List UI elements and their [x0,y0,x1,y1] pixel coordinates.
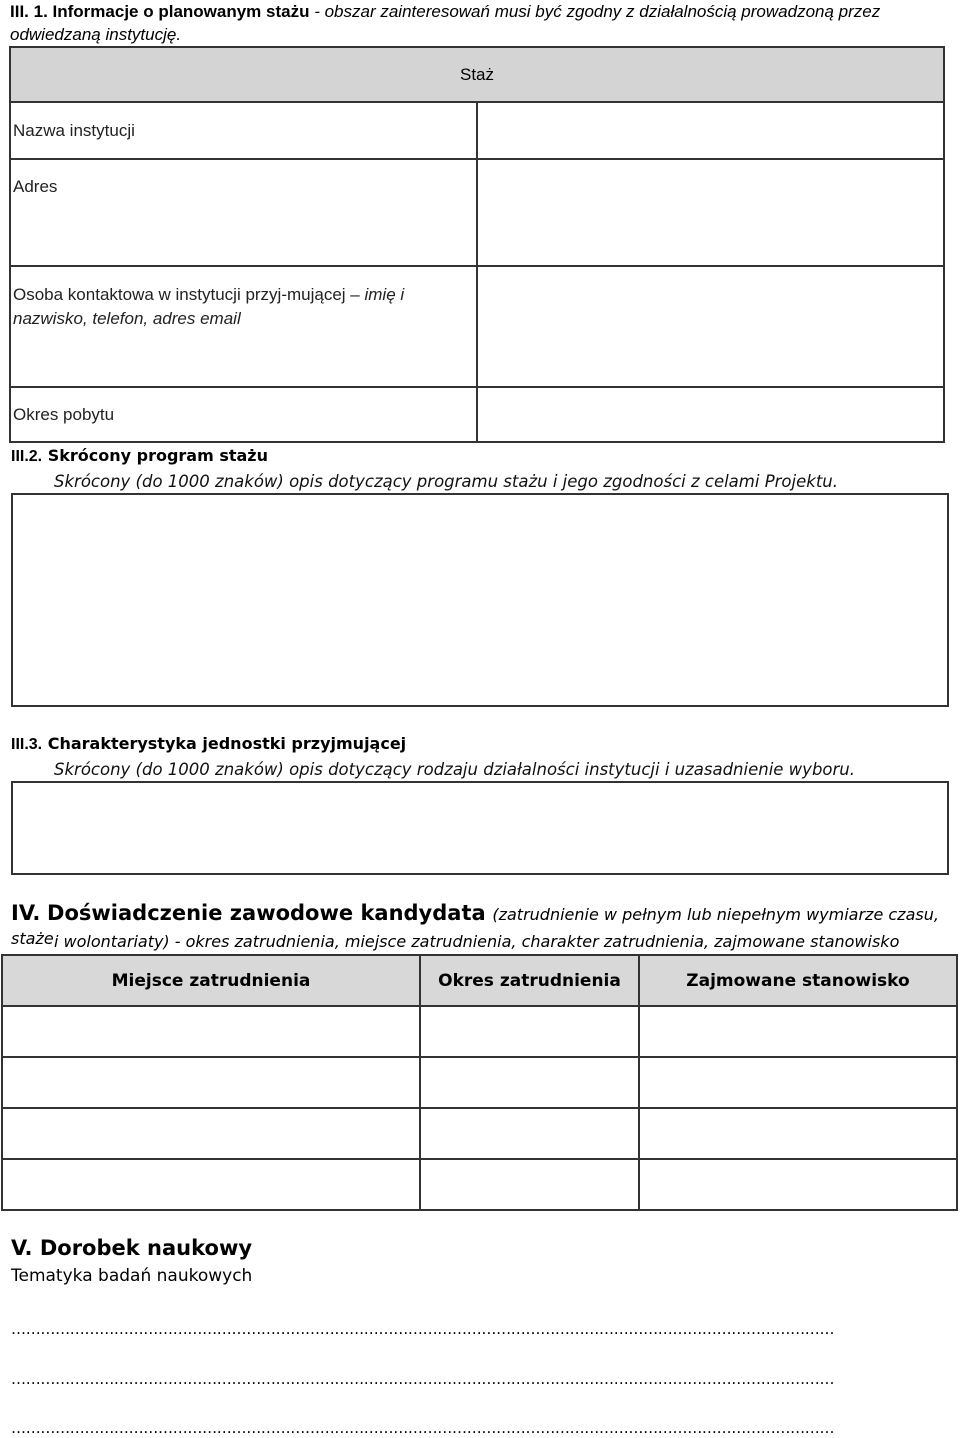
label-okres-pobytu: Okres pobytu [10,387,477,442]
label-osoba-kontaktowa-italic: imię i nazwisko, telefon, adres email [13,285,405,328]
section-iii3-description: Skrócony (do 1000 znaków) opis dotyczący rodzaju działalności instytucji i uzasadnienie wyboru. [54,760,855,779]
cell-stanowisko[interactable] [639,1159,957,1210]
section-iii1-heading [10,0,955,46]
cell-okres[interactable] [420,1006,639,1057]
section-iii3-title-text: Charakterystyka jednostki przyjmującej [47,734,407,753]
section-v-number: V. [11,1236,33,1260]
cell-stanowisko[interactable] [639,1057,957,1108]
table-row [2,1057,957,1108]
label-nazwa-instytucji: Nazwa instytucji [10,102,477,159]
field-okres-pobytu[interactable] [477,387,944,442]
staz-table [9,46,945,443]
cell-stanowisko[interactable] [639,1006,957,1057]
column-header-okres: Okres zatrudnienia [420,955,639,1006]
cell-stanowisko[interactable] [639,1108,957,1159]
table-row [2,1006,957,1057]
section-iii2-description: Skrócony (do 1000 znaków) opis dotyczący programu stażu i jego zgodności z celami Projektu. [54,472,838,491]
section-iii1-note: - obszar zainteresowań musi być zgodny z działalnością prowadzoną przez odwiedzaną instytucję. [10,2,881,44]
experience-table [1,954,958,1211]
label-osoba-kontaktowa-plain: Osoba kontaktowa w instytucji przyj-mującej – [13,285,365,304]
column-header-miejsce: Miejsce zatrudnienia [2,955,420,1006]
dotted-line[interactable]: …………………………………………………………………………………………………………………………………………………… [11,1419,835,1437]
field-nazwa-instytucji[interactable] [477,102,944,159]
cell-okres[interactable] [420,1108,639,1159]
cell-miejsce[interactable] [2,1057,420,1108]
field-adres[interactable] [477,159,944,266]
section-iii2-title-text: Skrócony program stażu [47,446,269,465]
cell-okres[interactable] [420,1057,639,1108]
section-v-title-text: Dorobek naukowy [39,1236,253,1260]
section-iii1-title: Informacje o planowanym stażu [52,2,310,21]
section-iii3-title [11,734,406,754]
table-row [2,1108,957,1159]
section-iii2-number: III.2. [11,448,43,465]
cell-miejsce[interactable] [2,1108,420,1159]
section-iii3-number: III.3. [11,736,43,753]
section-iv-note-line1: (zatrudnienie w pełnym lub niepełnym wymiarze czasu, staże [11,905,939,948]
staz-table-header: Staż [10,47,944,102]
dotted-line[interactable]: …………………………………………………………………………………………………………………………………………………… [11,1370,835,1388]
column-header-stanowisko: Zajmowane stanowisko [639,955,957,1006]
section-v-subtitle: Tematyka badań naukowych [11,1266,253,1286]
cell-miejsce[interactable] [2,1159,420,1210]
label-adres: Adres [10,159,477,266]
section-iv-note-line2: i wolontariaty) - okres zatrudnienia, miejsce zatrudnienia, charakter zatrudnienia, zajmowane stanowisko [54,932,900,951]
program-stazu-field[interactable] [11,493,949,707]
cell-miejsce[interactable] [2,1006,420,1057]
label-osoba-kontaktowa [10,266,477,387]
dotted-line[interactable]: …………………………………………………………………………………………………………………………………………………… [11,1320,835,1338]
section-iii2-title [11,446,268,466]
section-iii1-number: III. 1. [10,2,48,21]
section-iv-title-text: Doświadczenie zawodowe kandydata [47,901,486,925]
section-v-title [11,1236,252,1260]
section-iv-number: IV. [11,901,41,925]
field-osoba-kontaktowa[interactable] [477,266,944,387]
charakterystyka-field[interactable] [11,781,949,875]
table-row [2,1159,957,1210]
cell-okres[interactable] [420,1159,639,1210]
